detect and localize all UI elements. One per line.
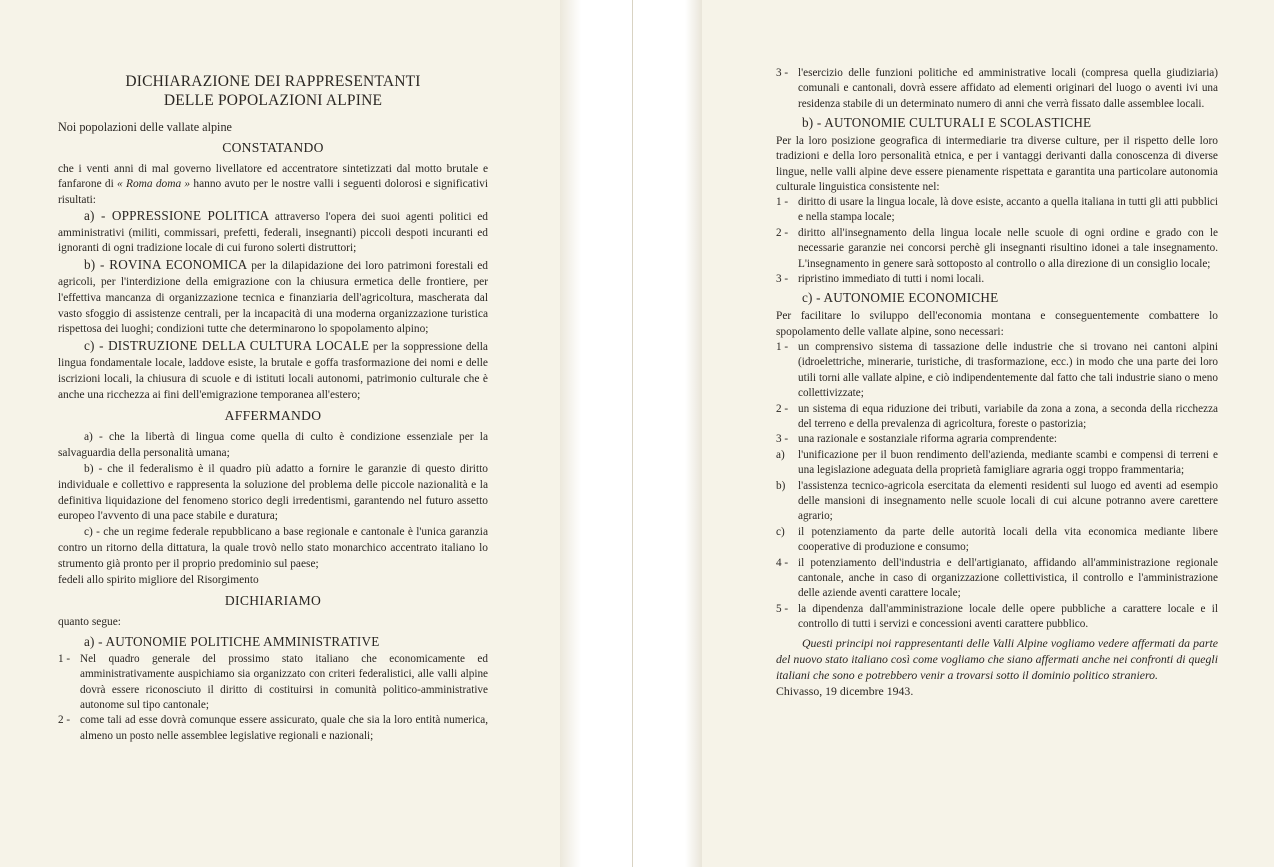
cultural-intro: Per la loro posizione geografica di intermediarie tra diverse culture, per il rispetto delle loro tradizioni e della loro personalità etnica, e per i vantaggi derivanti dalla conoscenza di diverse lingue, nelle valli alpine deve essere pienamente rispettata e garantita una particolare autonomia culturale linguistica consistente nel: xyxy=(776,135,1218,193)
right-page xyxy=(702,0,1274,867)
title-line-1: DICHIARAZIONE DEI RAPPRESENTANTI xyxy=(125,73,421,90)
economic-intro: Per facilitare lo sviluppo dell'economia montana e conseguentemente combattere lo spopolamento delle vallate alpine, sono necessari: xyxy=(776,310,1218,338)
list-item: 2 - diritto all'insegnamento della lingua locale nelle scuole di ogni ordine e grado con le necessarie garanzie nei concorsi perchè gli insegnanti risultino idonei a tale insegnamento. L'insegnamento in genere sarà sottoposto al controllo o alla direzione di un consiglio locale; xyxy=(776,226,1218,270)
affermando-a: a) - che la libertà di lingua come quella di culto è condizione essenziale per la salvaguardia della personalità umana; xyxy=(58,431,488,460)
list-item: 1 - Nel quadro generale del prossimo stato italiano che economicamente ed amministrativamente auspichiamo sia organizzato con criteri federalistici, alle valli alpine dovrà essere riconosciuto il diritto di costituirsi in comunità politico-amministrative autonome sul tipo cantonale; xyxy=(58,652,488,711)
section-economic-autonomy: c) - AUTONOMIE ECONOMICHE xyxy=(802,290,999,306)
document-title xyxy=(58,72,488,110)
left-page xyxy=(0,0,560,867)
culture-destruction-paragraph: c) - DISTRUZIONE DELLA CULTURA LOCALE per la soppressione della lingua fondamentale locale, laddove esiste, la brutale e goffa trasformazione dei nomi e delle iscrizioni locali, la chiusura di scuole e di istituti locali autonomi, patrimonio culturale che è anche una ricchezza ai fini dell'emigrazione temporanea all'estero; xyxy=(58,338,488,401)
quanto-segue: quanto segue: xyxy=(58,616,121,629)
closing-statement: Questi principi noi rappresentanti delle Valli Alpine vogliamo vedere affermati da parte del nuovo stato italiano così come vogliamo che siano affermati anche nei confronti di quegli italiani che sono e potrebbero venir a trovarsi sotto il dominio politico straniero. xyxy=(776,635,1218,682)
list-item: 4 - il potenziamento dell'industria e dell'artigianato, affidando all'amministrazione regionale cantonale, anche in caso di organizzazione collettivistica, il controllo e l'amministrazione delle aziende aventi carattere locale; xyxy=(776,556,1218,600)
list-item: 1 - diritto di usare la lingua locale, là dove esiste, accanto a quella italiana in tutti gli atti pubblici e nella stampa locale; xyxy=(776,196,1218,224)
economic-ruin-paragraph: b) - ROVINA ECONOMICA per la dilapidazione dei loro patrimoni forestali ed agricoli, per l'interdizione della emigrazione con la chiusura ermetica delle frontiere, per l'effettiva mancanza di organizzazione tecnica e finanziaria dell'agricoltura, mascherata dal vasto sfoggio di assistenze centrali, per la incapacità di una moderna organizzazione turistica rispettosa dei luoghi; condizioni tutte che determinarono lo spopolamento alpino; xyxy=(58,257,488,336)
intro-line: Noi popolazioni delle vallate alpine xyxy=(58,120,232,134)
fedeli-line: fedeli allo spirito migliore del Risorgimento xyxy=(58,573,259,586)
constatando-paragraph: che i venti anni di mal governo livellatore ed accentratore sintetizzati dal motto brutale e fanfarone di « Roma doma » hanno avuto per le nostre valli i seguenti dolorosi e significativi risultati: xyxy=(58,163,488,206)
oppression-label: a) - OPPRESSIONE POLITICA xyxy=(84,207,270,223)
affermando-b: b) - che il federalismo è il quadro più adatto a fornire le garanzie di questo diritto individuale e collettivo e rappresenta la soluzione del problema delle piccole nazionalità e la definitiva liquidazione del fenomeno storico degli irredentismi, garantendo nel futuro assetto europeo l'avvento di una pace stabile e duratura; xyxy=(58,462,488,523)
list-item: 3 - ripristino immediato di tutti i nomi locali. xyxy=(776,273,985,286)
roma-doma-quote: « Roma doma » xyxy=(117,178,191,191)
economic-ruin-label: b) - ROVINA ECONOMICA xyxy=(84,257,248,273)
title-line-2: DELLE POPOLAZIONI ALPINE xyxy=(163,92,383,109)
book-gutter xyxy=(560,0,702,867)
list-item: 2 - un sistema di equa riduzione dei tributi, variabile da zona a zona, a seconda della ricchezza del terreno e della prevalenza di agricoltura, foreste o pastorizia; xyxy=(776,402,1218,430)
list-item: a) l'unificazione per il buon rendimento dell'azienda, mediante scambi e compensi di terreni e una legislazione adeguata della proprietà famigliare agraria oggi troppo frammentaria; xyxy=(776,448,1218,477)
list-item: 2 - come tali ad esse dovrà comunque essere assicurato, quale che sia la loro entità numerica, almeno un posto nelle assemblee legislative regionali e nazionali; xyxy=(58,714,488,742)
heading-affermando: AFFERMANDO xyxy=(224,408,322,424)
heading-constatando: CONSTATANDO xyxy=(222,140,324,156)
culture-destruction-label: c) - DISTRUZIONE DELLA CULTURA LOCALE xyxy=(84,338,370,354)
gutter-fold-line xyxy=(632,0,633,867)
list-item: b) l'assistenza tecnico-agricola esercitata da elementi residenti sul luogo ed aventi ad esempio delle mansioni di insegnamento nelle scuole locali di cui alcune potranno avere carettere agrario; xyxy=(776,479,1218,523)
list-item: 1 - un comprensivo sistema di tassazione delle industrie che si trovano nei cantoni alpini (idroelettriche, minerarie, turistiche, di trasformazione, ecc.) in modo che una parte dei loro utili torni alle vallate alpine, e ciò indipendentemente dal fatto che tali industrie siano o meno collettivizzate; xyxy=(776,340,1218,400)
list-item: c) il potenziamento da parte delle autorità locali della vita economica mediante libere cooperative di produzione e consumo; xyxy=(776,525,1218,554)
heading-dichiariamo: DICHIARIAMO xyxy=(224,593,322,609)
list-item: 3 - una razionale e sostanziale riforma agraria comprendente: xyxy=(776,433,1058,446)
section-political-autonomy: a) - AUTONOMIE POLITICHE AMMINISTRATIVE xyxy=(84,633,380,649)
list-item: 3 - l'esercizio delle funzioni politiche ed amministrative locali (compresa quella giudiziaria) comunali e cantonali, dovrà essere affidato ad elementi originari del luogo o aventi ivi una residenza stabile di un determinato numero di anni che verrà fissato dalle assemblee locali. xyxy=(776,67,1218,110)
affermando-c: c) - che un regime federale repubblicano a base regionale e cantonale è l'unica garanzia contro un ritorno della dittatura, la quale trovò nello stato monarchico accentrato italiano lo strumento già pronto per il proprio predominio sul paese; xyxy=(58,526,488,570)
section-cultural-autonomy: b) - AUTONOMIE CULTURALI E SCOLASTICHE xyxy=(802,115,1092,131)
list-item: 5 - la dipendenza dall'amministrazione locale delle opere pubbliche a carattere locale e il controllo di tutti i servizi e concessioni aventi carattere pubblico. xyxy=(776,602,1218,631)
signature-date: Chivasso, 19 dicembre 1943. xyxy=(776,684,914,699)
oppression-paragraph: a) - OPPRESSIONE POLITICA attraverso l'opera dei suoi agenti politici ed amministrativi (militi, commissari, prefetti, federali, insegnanti) piccoli despoti incuranti ed ignoranti di ogni tradizione locale di cui furono solerti distruttori; xyxy=(58,207,488,255)
